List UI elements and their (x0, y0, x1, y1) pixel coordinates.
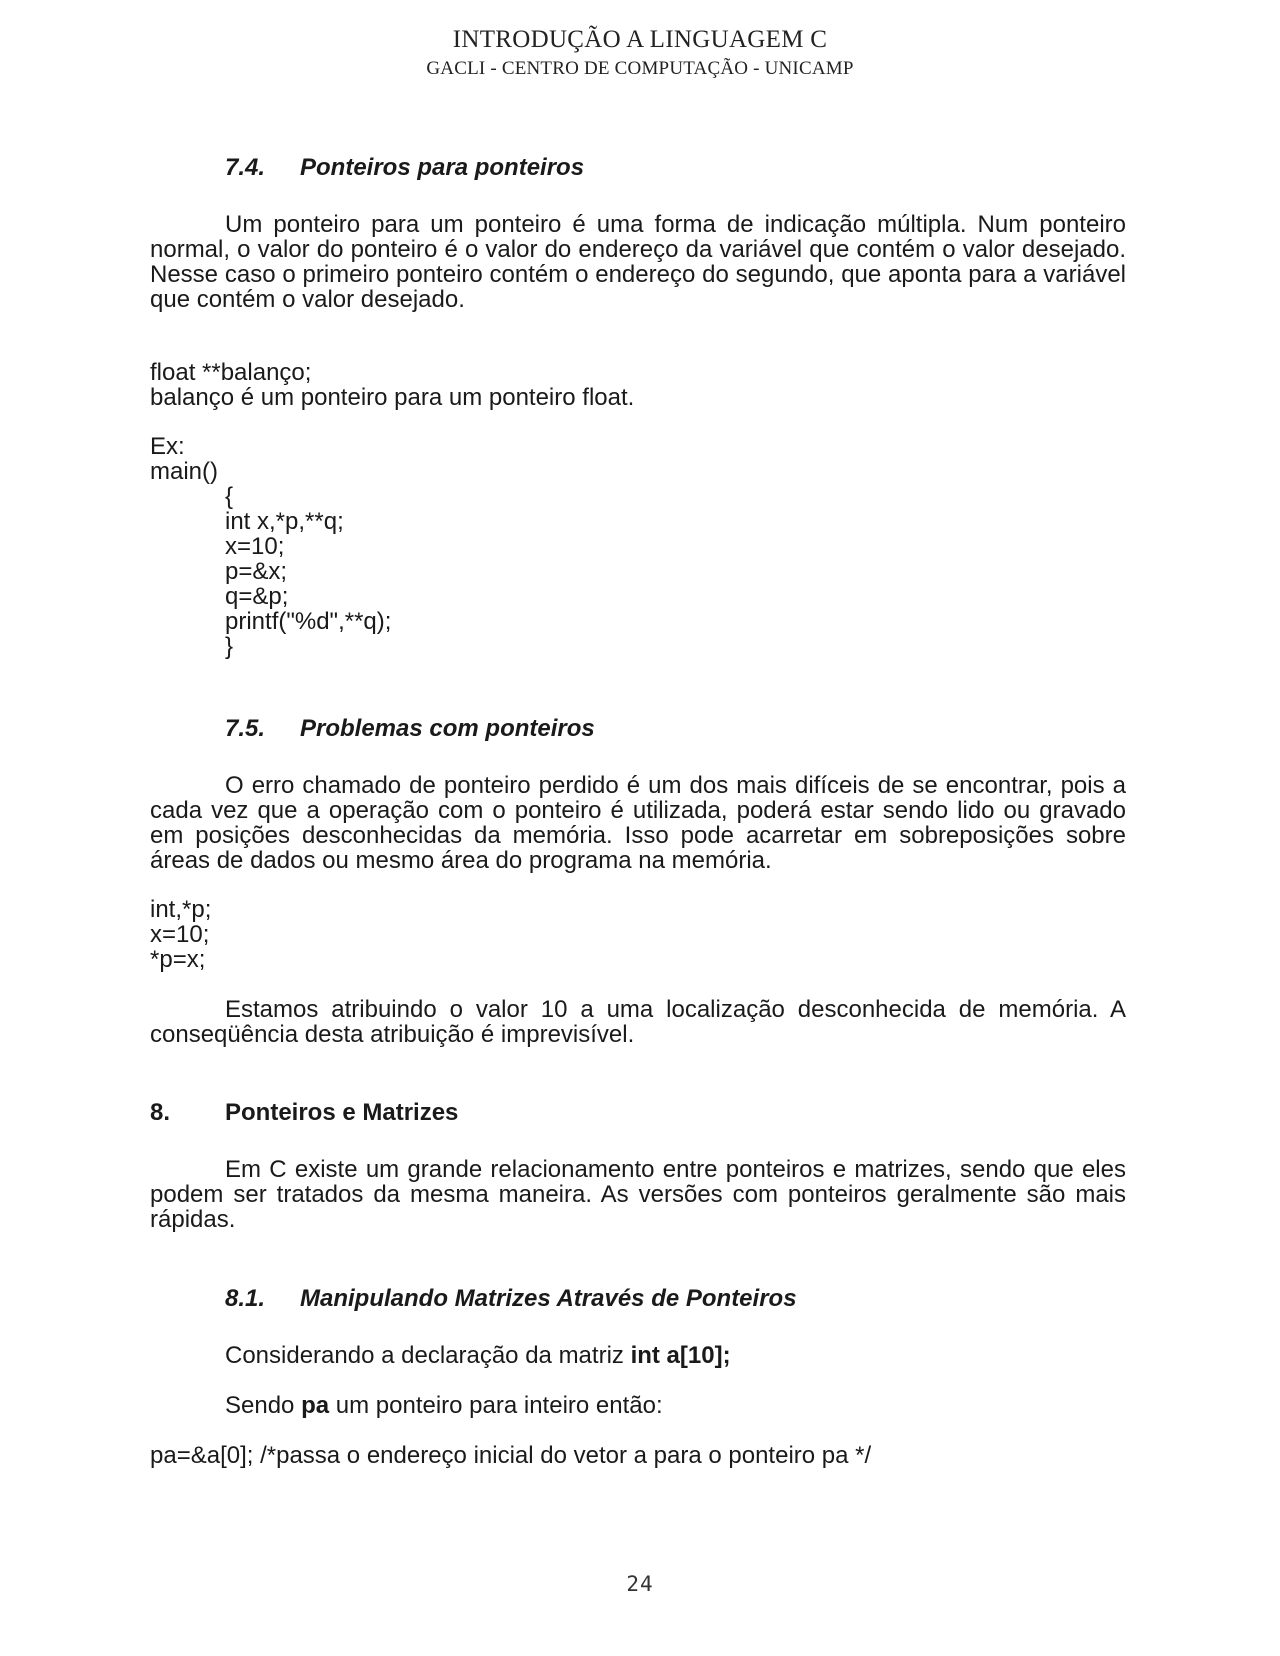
page-number: 24 (626, 1572, 654, 1596)
code-inline: pa (301, 1392, 330, 1419)
section-7-5-heading (225, 716, 1025, 742)
code-line: pa=&a[0]; /*passa o endereço inicial do vetor a para o ponteiro pa */ (150, 1442, 872, 1469)
section-number: 8.1. (225, 1285, 266, 1312)
pointer-definition-line: Sendo pa um ponteiro para inteiro então: (225, 1392, 663, 1419)
code-line: p=&x; (225, 558, 288, 585)
code-decl-line: float **balanço; (150, 359, 312, 386)
code-line: printf("%d",**q); (225, 608, 392, 635)
section-8-paragraph: Em C existe um grande relacionamento entre ponteiros e matrizes, sendo que eles podem ser tratados da mesma maneira. As versões com ponteiros geralmente são mais rápidas. (150, 1156, 1126, 1233)
code-line: int,*p; (150, 896, 212, 923)
section-title: Ponteiros para ponteiros (300, 154, 585, 181)
code-inline: int a[10]; (630, 1342, 731, 1369)
code-line: } (225, 633, 234, 660)
section-7-5-paragraph-2: Estamos atribuindo o valor 10 a uma localização desconhecida de memória. A conseqüência desta atribuição é imprevisível. (150, 996, 1126, 1048)
code-line: *p=x; (150, 946, 206, 973)
header-subtitle: GACLI - CENTRO DE COMPUTAÇÃO - UNICAMP (426, 58, 854, 79)
section-8-heading (150, 1100, 1050, 1126)
decl-description: balanço é um ponteiro para um ponteiro float. (150, 384, 635, 411)
code-line: x=10; (225, 533, 285, 560)
section-7-5-paragraph: O erro chamado de ponteiro perdido é um dos mais difíceis de se encontrar, pois a cada vez que a operação com o ponteiro é utilizada, poderá estar sendo lido ou gravado em posições desconhecidas da memória. Isso pode acarretar em sobreposições sobre áreas de dados ou mesmo área do programa na memória. (150, 772, 1126, 874)
section-7-4-paragraph: Um ponteiro para um ponteiro é uma forma de indicação múltipla. Num ponteiro normal, o valor do ponteiro é o valor do endereço da variável que contém o valor desejado. Nesse caso o primeiro ponteiro contém o endereço do segundo, que aponta para a variável que contém o valor desejado. (150, 211, 1126, 313)
code-line: main() (150, 458, 219, 485)
matrix-declaration-line: Considerando a declaração da matriz int a[10]; (225, 1342, 731, 1369)
section-number: 7.5. (225, 715, 266, 742)
section-title: Manipulando Matrizes Através de Ponteiros (300, 1285, 797, 1312)
code-line: { (225, 483, 234, 510)
code-line: x=10; (150, 921, 210, 948)
section-title: Problemas com ponteiros (300, 715, 595, 742)
code-line: int x,*p,**q; (225, 508, 344, 535)
section-8-1-heading (225, 1286, 1125, 1312)
section-title: Ponteiros e Matrizes (225, 1099, 459, 1126)
section-number: 7.4. (225, 154, 266, 181)
header-title: INTRODUÇÃO A LINGUAGEM C (452, 26, 828, 53)
section-7-4-heading (225, 155, 1025, 181)
example-label: Ex: (150, 433, 185, 460)
code-line: q=&p; (225, 583, 289, 610)
section-number: 8. (150, 1099, 171, 1126)
